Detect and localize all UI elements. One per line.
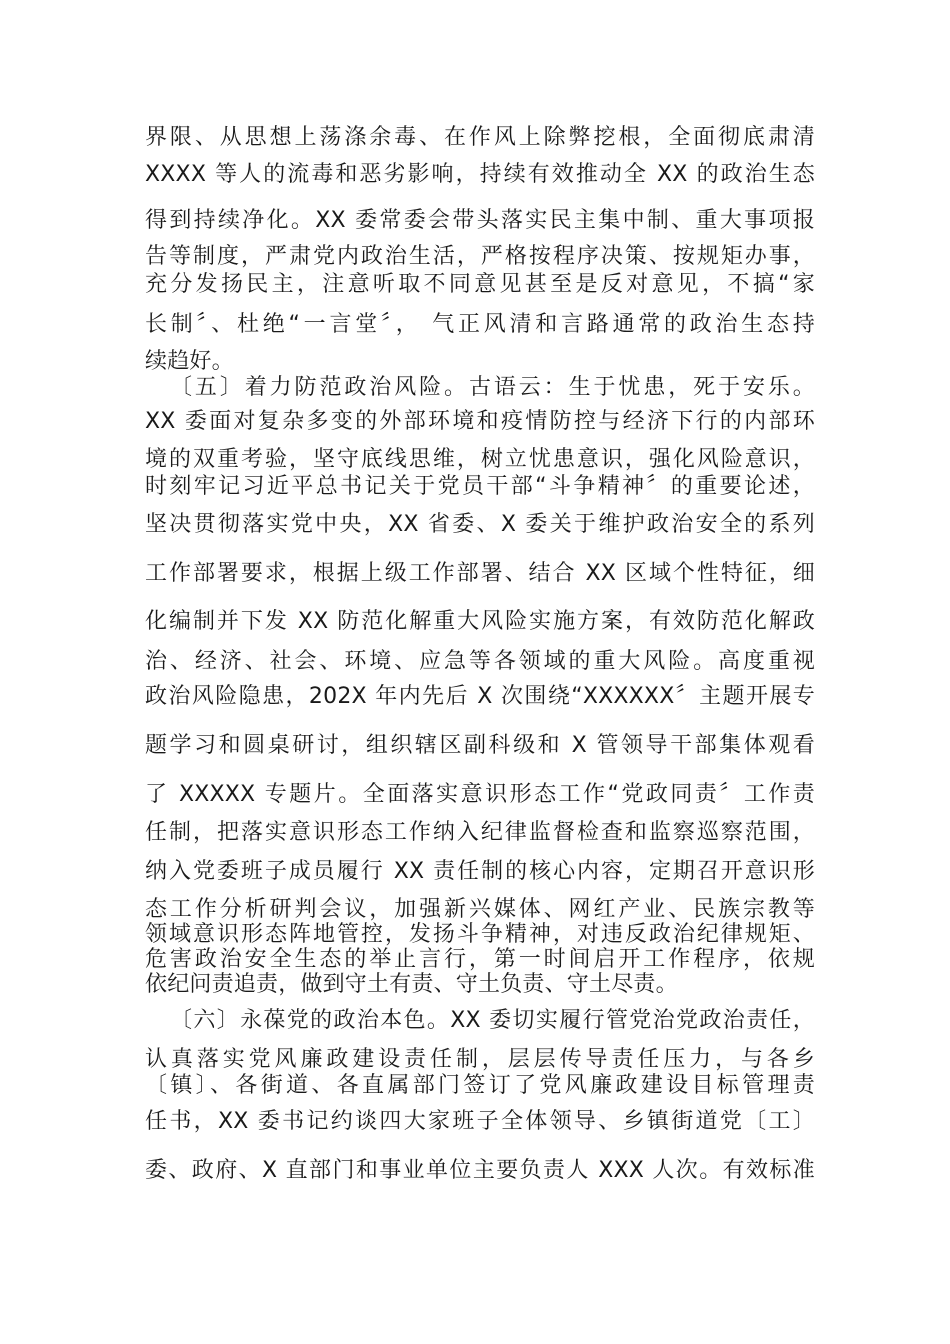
text-line: 纳入党委班子成员履行 XX 责任制的核心内容，定期召开意识形 <box>145 859 815 884</box>
text-line: 依纪问责追责，做到守土有责、守土负责、守土尽责。 <box>145 972 678 997</box>
text-line: 告等制度，严肃党内政治生活，严格按程序决策、按规矩办事， <box>145 244 815 269</box>
text-line: 〔镇〕、各街道、各直属部门签订了党风廉政建设目标管理责 <box>145 1073 815 1098</box>
text-line: XX 委面对复杂多变的外部环境和疫情防控与经济下行的内部环 <box>145 409 815 434</box>
text-line: 治、经济、社会、环境、应急等各领域的重大风险。高度重视 <box>145 649 815 674</box>
text-line: 时刻牢记习近平总书记关于党员干部“斗争精神〞的重要论述， <box>145 474 815 499</box>
section-heading-6: 〔六〕永葆党的政治本色。XX 委切实履行管党治党政治责任， <box>170 1008 815 1033</box>
text-line: 任制，把落实意识形态工作纳入纪律监督检查和监察巡察范围， <box>145 820 815 845</box>
text-line: 委、政府、X 直部门和事业单位主要负责人 XXX 人次。有效标准 <box>145 1158 815 1183</box>
text-line: 任书，XX 委书记约谈四大家班子全体领导、乡镇街道党〔工〕 <box>145 1109 815 1134</box>
text-line: 工作部署要求，根据上级工作部署、结合 XX 区域个性特征，细 <box>145 561 815 586</box>
text-line: 危害政治安全生态的举止言行，第一时间启开工作程序，依规 <box>145 947 815 972</box>
text-line: 态工作分析研判会议，加强新兴媒体、网红产业、民族宗教等 <box>145 897 815 922</box>
text-line: 了 XXXXX 专题片。全面落实意识形态工作“党政同责〞工作责 <box>145 782 815 807</box>
text-line: 界限、从思想上荡涤余毒、在作风上除弊挖根，全面彻底肃清 <box>145 125 815 150</box>
text-line: 认真落实党风廉政建设责任制，层层传导责任压力，与各乡 <box>145 1047 815 1072</box>
text-line: 充分发扬民主，注意听取不同意见甚至是反对意见，不搞“家 <box>145 272 815 297</box>
text-line: 领域意识形态阵地管控，发扬斗争精神，对违反政治纪律规矩、 <box>145 922 815 947</box>
text-line: 得到持续净化。XX 委常委会带头落实民主集中制、重大事项报 <box>145 208 815 233</box>
text-line: 题学习和圆桌研讨，组织辖区副科级和 X 管领导干部集体观看 <box>145 733 815 758</box>
text-line: 化编制并下发 XX 防范化解重大风险实施方案，有效防范化解政 <box>145 609 815 634</box>
section-heading-5: 〔五〕着力防范政治风险。古语云：生于忧患，死于安乐。 <box>170 375 815 400</box>
text-line: 坚决贯彻落实党中央，XX 省委、X 委关于维护政治安全的系列 <box>145 512 815 537</box>
text-line: 政治风险隐患，202X 年内先后 X 次围绕“XXXXXX〞主题开展专 <box>145 684 815 709</box>
text-line: 境的双重考验，坚守底线思维，树立忧患意识，强化风险意识， <box>145 447 815 472</box>
text-line: XXXX 等人的流毒和恶劣影响，持续有效推动全 XX 的政治生态 <box>145 162 815 187</box>
text-line: 长制〞、杜绝“一言堂〞， 气正风清和言路通常的政治生态持 <box>145 312 815 337</box>
text-line: 续趋好。 <box>145 349 234 374</box>
